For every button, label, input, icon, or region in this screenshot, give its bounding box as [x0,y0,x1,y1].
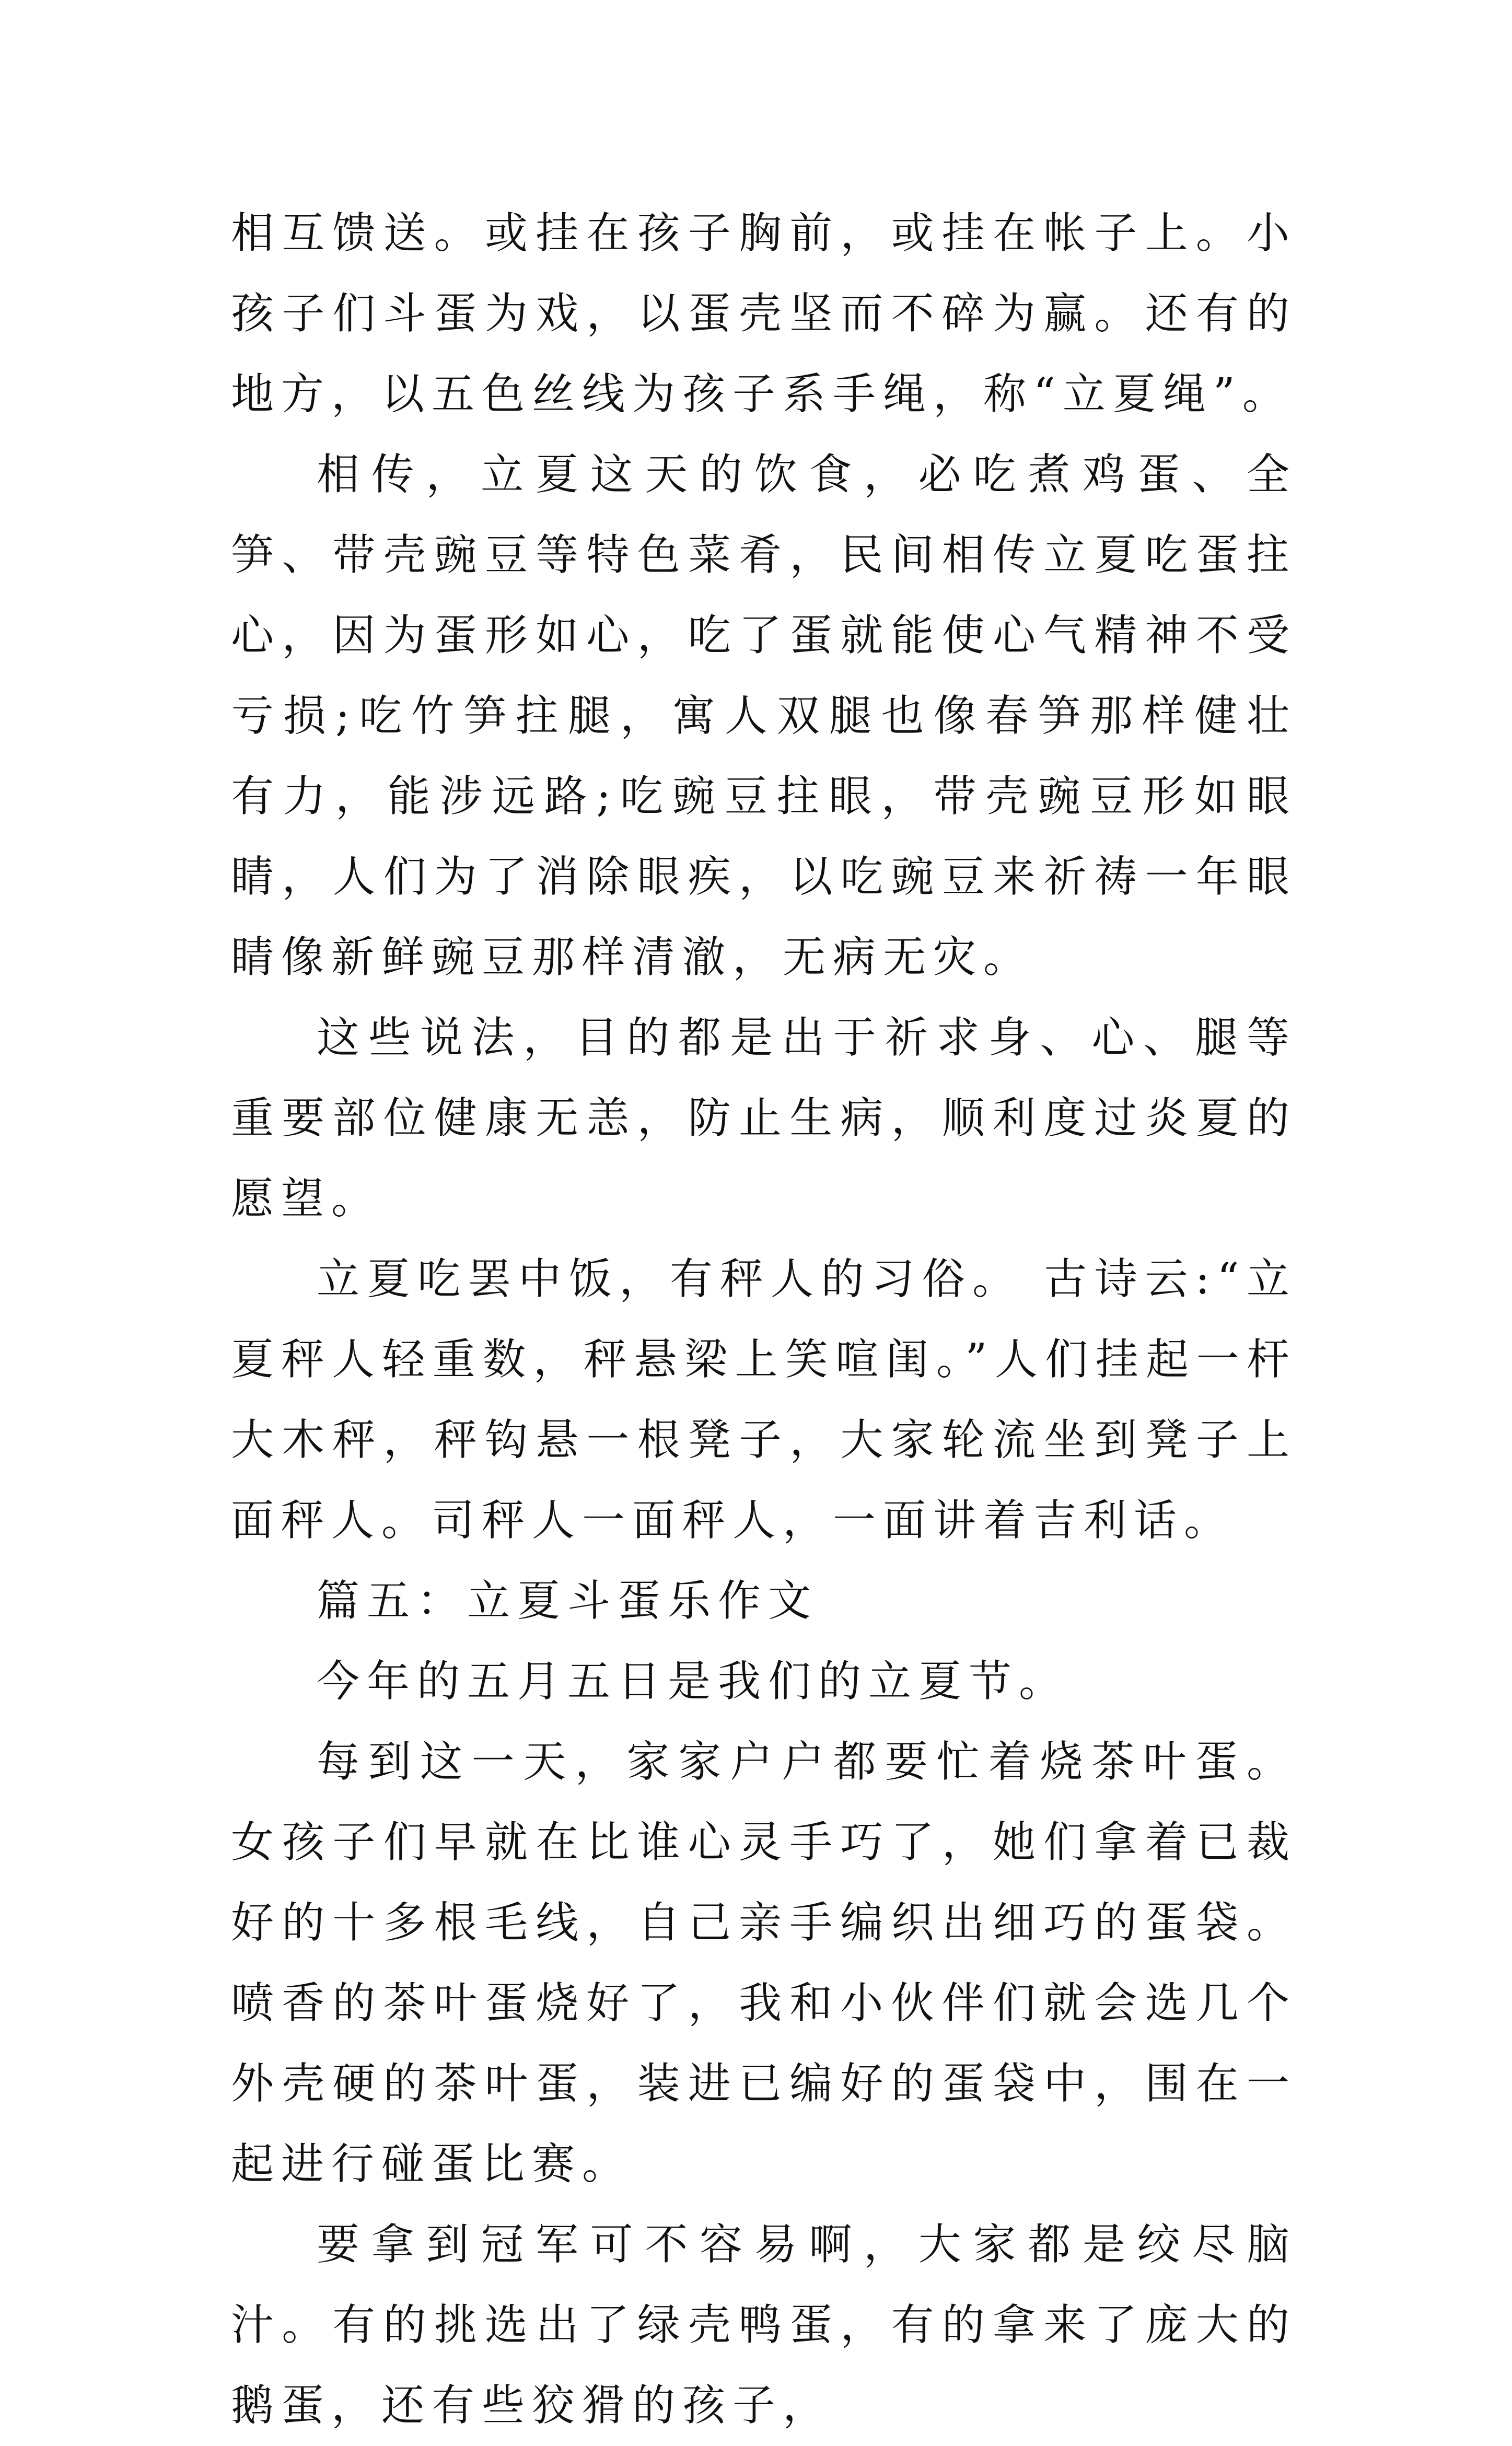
paragraph-3: 这些说法，目的都是出于祈求身、心、腿等重要部位健康无恙，防止生病，顺利度过炎夏的愿望。 [231,1013,1297,1224]
paragraph-2: 相传，立夏这天的饮食，必吃煮鸡蛋、全笋、带壳豌豆等特色菜肴，民间相传立夏吃蛋拄心，因为蛋形如心，吃了蛋就能使心气精神不受亏损;吃竹笋拄腿，寓人双腿也像春笋那样健壮有力，能涉远路;吃豌豆拄眼，带壳豌豆形如眼睛，人们为了消除眼疾，以吃豌豆来祈祷一年眼睛像新鲜豌豆那样清澈，无病无灾。 [231,450,1297,982]
section-heading: 篇五：立夏斗蛋乐作文 [317,1576,819,1626]
paragraph-5: 今年的五月五日是我们的立夏节。 [317,1657,1069,1706]
paragraph-1: 相互馈送。或挂在孩子胸前，或挂在帐子上。小孩子们斗蛋为戏，以蛋壳坚而不碎为赢。还有的地方，以五色丝线为孩子系手绳，称“立夏绳”。 [231,208,1297,419]
paragraph-4: 立夏吃罢中饭，有秤人的习俗。 古诗云:“立夏秤人轻重数，秤悬梁上笑喧闺。”人们挂起一杆大木秤，秤钩悬一根凳子，大家轮流坐到凳子上面秤人。司秤人一面秤人，一面讲着吉利话。 [231,1254,1297,1545]
paragraph-7: 要拿到冠军可不容易啊，大家都是绞尽脑汁。有的挑选出了绿壳鸭蛋，有的拿来了庞大的鹅蛋，还有些狡猾的孩子， [231,2220,1297,2430]
paragraph-6: 每到这一天，家家户户都要忙着烧茶叶蛋。女孩子们早就在比谁心灵手巧了，她们拿着已裁好的十多根毛线，自己亲手编织出细巧的蛋袋。喷香的茶叶蛋烧好了，我和小伙伴们就会选几个外壳硬的茶叶蛋，装进已编好的蛋袋中，围在一起进行碰蛋比赛。 [231,1737,1297,2189]
article-body [231,193,1297,2446]
